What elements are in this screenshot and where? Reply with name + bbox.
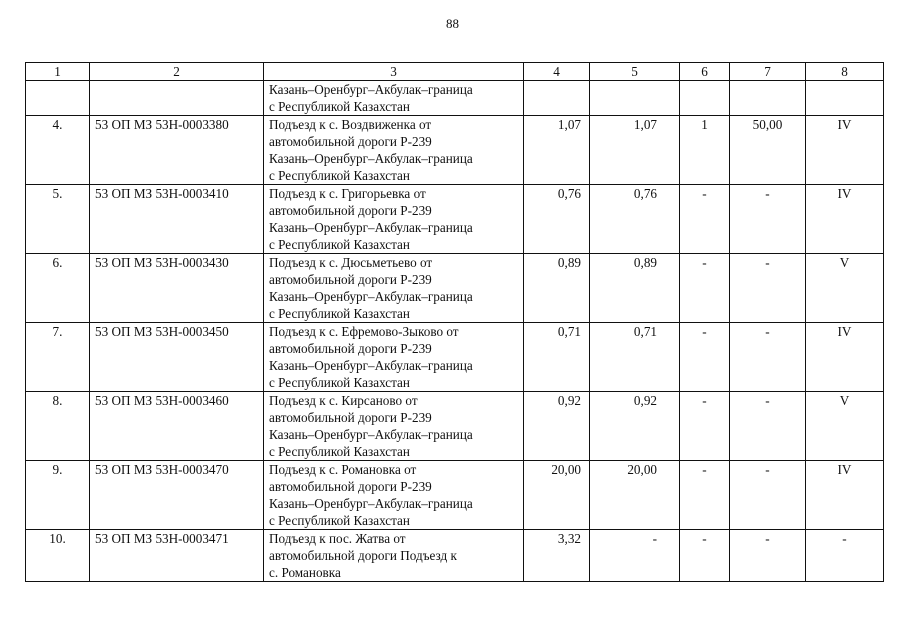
cell-number: 6. — [26, 254, 90, 323]
cell-col-4: 0,92 — [524, 392, 590, 461]
table-row — [26, 185, 884, 254]
cell-col-6: - — [680, 323, 730, 392]
cell-code: 53 ОП МЗ 53Н-0003470 — [90, 461, 264, 530]
cell-number: 8. — [26, 392, 90, 461]
cell-col-7 — [730, 81, 806, 116]
cell-col-5: 20,00 — [590, 461, 680, 530]
header-cell-7: 7 — [730, 63, 806, 81]
cell-col-8: V — [806, 254, 884, 323]
cell-col-7: - — [730, 461, 806, 530]
cell-col-7: - — [730, 530, 806, 582]
cell-col-7: - — [730, 254, 806, 323]
cell-col-8: - — [806, 530, 884, 582]
cell-col-7: - — [730, 185, 806, 254]
cell-col-6: - — [680, 530, 730, 582]
cell-road-name: Подъезд к с. Ефремово-Зыково от автомобильной дороги Р-239 Казань–Оренбург–Акбулак–граница с Республикой Казахстан — [264, 323, 524, 392]
cell-col-5: 1,07 — [590, 116, 680, 185]
cell-col-7: 50,00 — [730, 116, 806, 185]
header-cell-3: 3 — [264, 63, 524, 81]
cell-road-name: Подъезд к пос. Жатва от автомобильной дороги Подъезд к с. Романовка — [264, 530, 524, 582]
cell-col-4 — [524, 81, 590, 116]
cell-road-name: Подъезд к с. Воздвиженка от автомобильной дороги Р-239 Казань–Оренбург–Акбулак–граница с Республикой Казахстан — [264, 116, 524, 185]
cell-road-name: Подъезд к с. Григорьевка от автомобильной дороги Р-239 Казань–Оренбург–Акбулак–граница с Республикой Казахстан — [264, 185, 524, 254]
cell-road-name: Казань–Оренбург–Акбулак–граница с Республикой Казахстан — [264, 81, 524, 116]
cell-col-4: 20,00 — [524, 461, 590, 530]
cell-col-6: - — [680, 392, 730, 461]
table-row — [26, 461, 884, 530]
cell-col-6: 1 — [680, 116, 730, 185]
cell-col-6: - — [680, 185, 730, 254]
cell-road-name: Подъезд к с. Кирсаново от автомобильной дороги Р-239 Казань–Оренбург–Акбулак–граница с Республикой Казахстан — [264, 392, 524, 461]
cell-col-4: 0,89 — [524, 254, 590, 323]
cell-road-name: Подъезд к с. Дюсьметьево от автомобильной дороги Р-239 Казань–Оренбург–Акбулак–граница с Республикой Казахстан — [264, 254, 524, 323]
cell-col-6: - — [680, 254, 730, 323]
cell-col-8: IV — [806, 323, 884, 392]
cell-number: 4. — [26, 116, 90, 185]
cell-number: 5. — [26, 185, 90, 254]
cell-col-8: V — [806, 392, 884, 461]
cell-number: 7. — [26, 323, 90, 392]
roads-table — [25, 62, 884, 582]
table-row — [26, 530, 884, 582]
table-row — [26, 116, 884, 185]
header-cell-5: 5 — [590, 63, 680, 81]
header-cell-8: 8 — [806, 63, 884, 81]
cell-col-5: - — [590, 530, 680, 582]
cell-number: 9. — [26, 461, 90, 530]
cell-code: 53 ОП МЗ 53Н-0003460 — [90, 392, 264, 461]
cell-col-8: IV — [806, 116, 884, 185]
table-row — [26, 323, 884, 392]
cell-code: 53 ОП МЗ 53Н-0003380 — [90, 116, 264, 185]
cell-code: 53 ОП МЗ 53Н-0003450 — [90, 323, 264, 392]
cell-code: 53 ОП МЗ 53Н-0003471 — [90, 530, 264, 582]
header-cell-6: 6 — [680, 63, 730, 81]
cell-col-4: 3,32 — [524, 530, 590, 582]
cell-col-8: IV — [806, 461, 884, 530]
cell-col-4: 1,07 — [524, 116, 590, 185]
cell-road-name: Подъезд к с. Романовка от автомобильной дороги Р-239 Казань–Оренбург–Акбулак–граница с Республикой Казахстан — [264, 461, 524, 530]
cell-col-8: IV — [806, 185, 884, 254]
header-cell-4: 4 — [524, 63, 590, 81]
cell-number: 10. — [26, 530, 90, 582]
table-row-continuation — [26, 81, 884, 116]
cell-col-5: 0,89 — [590, 254, 680, 323]
table-row — [26, 392, 884, 461]
cell-col-4: 0,71 — [524, 323, 590, 392]
cell-col-5: 0,71 — [590, 323, 680, 392]
header-cell-1: 1 — [26, 63, 90, 81]
page-number: 88 — [446, 16, 459, 31]
cell-col-8 — [806, 81, 884, 116]
cell-col-4: 0,76 — [524, 185, 590, 254]
cell-col-7: - — [730, 392, 806, 461]
cell-col-7: - — [730, 323, 806, 392]
cell-number — [26, 81, 90, 116]
cell-col-5: 0,76 — [590, 185, 680, 254]
cell-code: 53 ОП МЗ 53Н-0003410 — [90, 185, 264, 254]
cell-col-5 — [590, 81, 680, 116]
cell-code — [90, 81, 264, 116]
cell-code: 53 ОП МЗ 53Н-0003430 — [90, 254, 264, 323]
header-cell-2: 2 — [90, 63, 264, 81]
header-row — [26, 63, 884, 81]
cell-col-5: 0,92 — [590, 392, 680, 461]
cell-col-6: - — [680, 461, 730, 530]
table-row — [26, 254, 884, 323]
cell-col-6 — [680, 81, 730, 116]
